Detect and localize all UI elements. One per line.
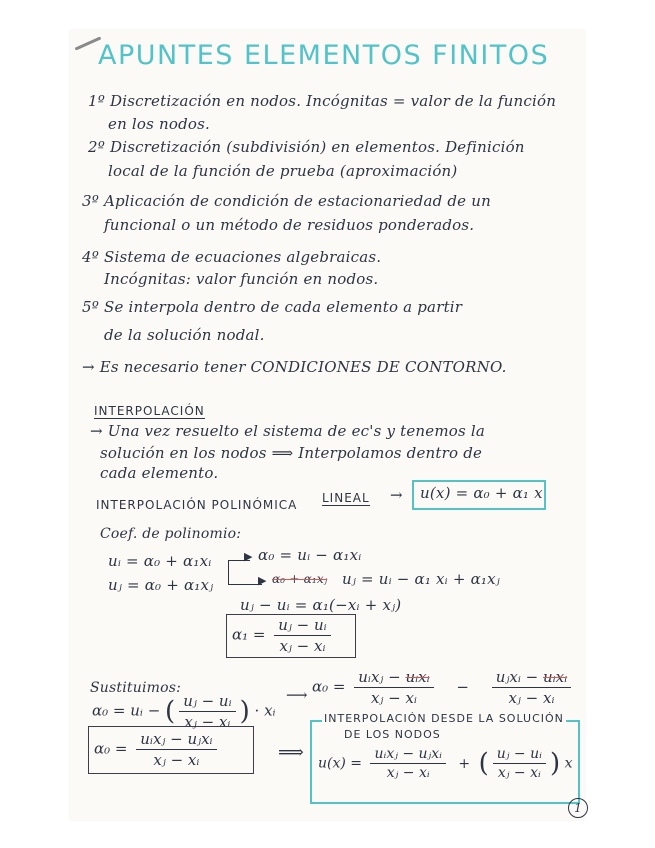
step-5-line-1: 5º Se interpola dentro de cada elemento a partir	[82, 298, 463, 316]
alpha0-fraction	[136, 730, 216, 769]
final-title-2: DE LOS NODOS	[344, 728, 441, 741]
final-u-frac-2	[493, 746, 546, 781]
coef-diff: uⱼ − uᵢ = α₁(−xᵢ + xⱼ)	[240, 596, 402, 614]
alpha1-formula	[232, 616, 335, 655]
poly-arrow: →	[390, 486, 403, 504]
alpha1-num: uⱼ − uᵢ	[274, 616, 330, 636]
step-2-line-1: 2º Discretización (subdivisión) en elementos. Definición	[88, 138, 525, 156]
subst-result-den-2: xⱼ − xᵢ	[508, 689, 555, 707]
subst-lhs: α₀ = uᵢ −	[92, 701, 161, 720]
paren-open: (	[165, 696, 176, 727]
arrow-2	[228, 584, 262, 585]
step-5-line-2: de la solución nodal.	[104, 326, 265, 344]
alpha0-lhs: α₀ =	[94, 739, 128, 758]
alpha1-fraction	[274, 616, 330, 655]
interp-line-3: cada elemento.	[100, 464, 219, 482]
subst-result-minus: −	[456, 677, 469, 696]
final-u-den-2: xⱼ − xᵢ	[497, 765, 541, 781]
page-title: APUNTES ELEMENTOS FINITOS	[98, 40, 550, 71]
subst-result-num-1-a: uᵢxⱼ −	[358, 668, 406, 686]
subst-result-num-2	[492, 668, 571, 688]
arrow-2-head: ▶	[258, 574, 267, 587]
boundary-note: → Es necesario tener CONDICIONES DE CONTORNO.	[82, 358, 507, 376]
alpha1-lhs: α₁ =	[232, 625, 266, 644]
alpha1-den: xⱼ − xᵢ	[279, 637, 326, 655]
subst-result-num-2-a: uⱼxᵢ −	[495, 668, 543, 686]
alpha0-formula	[94, 730, 221, 769]
subst-num: uⱼ − uᵢ	[179, 692, 235, 712]
arrow-1-head: ▶	[244, 550, 253, 563]
final-u-den-1: xⱼ − xᵢ	[386, 765, 430, 781]
final-u-lhs: u(x) =	[318, 755, 363, 772]
final-u-formula	[318, 746, 572, 781]
page-number: 1	[568, 798, 588, 818]
bracket-line	[228, 560, 229, 584]
interp-heading: INTERPOLACIÓN	[94, 404, 205, 418]
alpha0-den: xⱼ − xᵢ	[153, 751, 200, 769]
final-paren-open: (	[478, 748, 489, 779]
coef-label: Coef. de polinomio:	[100, 526, 242, 542]
subst-arrow: ⟶	[286, 686, 308, 704]
paren-close: )	[239, 696, 250, 727]
subst-tail: · xᵢ	[254, 701, 276, 720]
subst-result-num-1	[354, 668, 433, 688]
subst-result-num-2-b: uᵢxᵢ	[543, 668, 568, 686]
alpha0-num: uᵢxⱼ − uⱼxᵢ	[136, 730, 216, 750]
interp-line-2: solución en los nodos ⟹ Interpolamos dentro de	[100, 444, 483, 462]
step-1-line-2: en los nodos.	[108, 115, 210, 133]
step-1-line-1: 1º Discretización en nodos. Incógnitas = valor de la función	[88, 92, 557, 110]
step-3-line-1: 3º Aplicación de condición de estacionariedad de un	[82, 192, 491, 210]
subst-den: xⱼ − xᵢ	[184, 713, 231, 731]
step-4-line-2: Incógnitas: valor función en nodos.	[104, 270, 379, 288]
subst-result-num-1-b: uᵢxᵢ	[405, 668, 430, 686]
final-plus: +	[458, 755, 471, 772]
poly-label: INTERPOLACIÓN POLINÓMICA	[96, 498, 298, 512]
final-u-num-2: uⱼ − uᵢ	[493, 746, 546, 764]
subst-result-lhs: α₀ =	[312, 677, 346, 696]
coef-result-1: α₀ = uᵢ − α₁xᵢ	[258, 546, 362, 564]
final-u-num-1: uᵢxⱼ − uⱼxᵢ	[370, 746, 445, 764]
step-2-line-2: local de la función de prueba (aproximación)	[108, 162, 458, 180]
final-x: x	[564, 755, 573, 772]
final-u-frac-1	[370, 746, 445, 781]
coef-eq-1: uᵢ = α₀ + α₁xᵢ	[108, 552, 212, 570]
subst-result	[312, 668, 575, 707]
poly-type: LINEAL	[322, 491, 370, 505]
step-3-line-2: funcional o un método de residuos ponderados.	[104, 216, 475, 234]
final-arrow: ⟹	[278, 742, 305, 763]
subst-result-frac-1	[354, 668, 433, 707]
step-4-line-1: 4º Sistema de ecuaciones algebraicas.	[82, 248, 382, 266]
final-title-1: INTERPOLACIÓN DESDE LA SOLUCIÓN	[324, 712, 564, 725]
subst-result-den-1: xⱼ − xᵢ	[370, 689, 417, 707]
subst-label: Sustituimos:	[90, 680, 182, 696]
coef-eq-2: uⱼ = α₀ + α₁xⱼ	[108, 576, 214, 594]
final-paren-close: )	[549, 748, 561, 779]
coef-crossed: α₀ + α₁xⱼ	[272, 572, 328, 586]
coef-result-2: uⱼ = uᵢ − α₁ xᵢ + α₁xⱼ	[342, 570, 500, 588]
subst-result-frac-2	[492, 668, 571, 707]
poly-formula: u(x) = α₀ + α₁ x	[420, 484, 543, 502]
interp-line-1: → Una vez resuelto el sistema de ec's y tenemos la	[90, 422, 486, 440]
